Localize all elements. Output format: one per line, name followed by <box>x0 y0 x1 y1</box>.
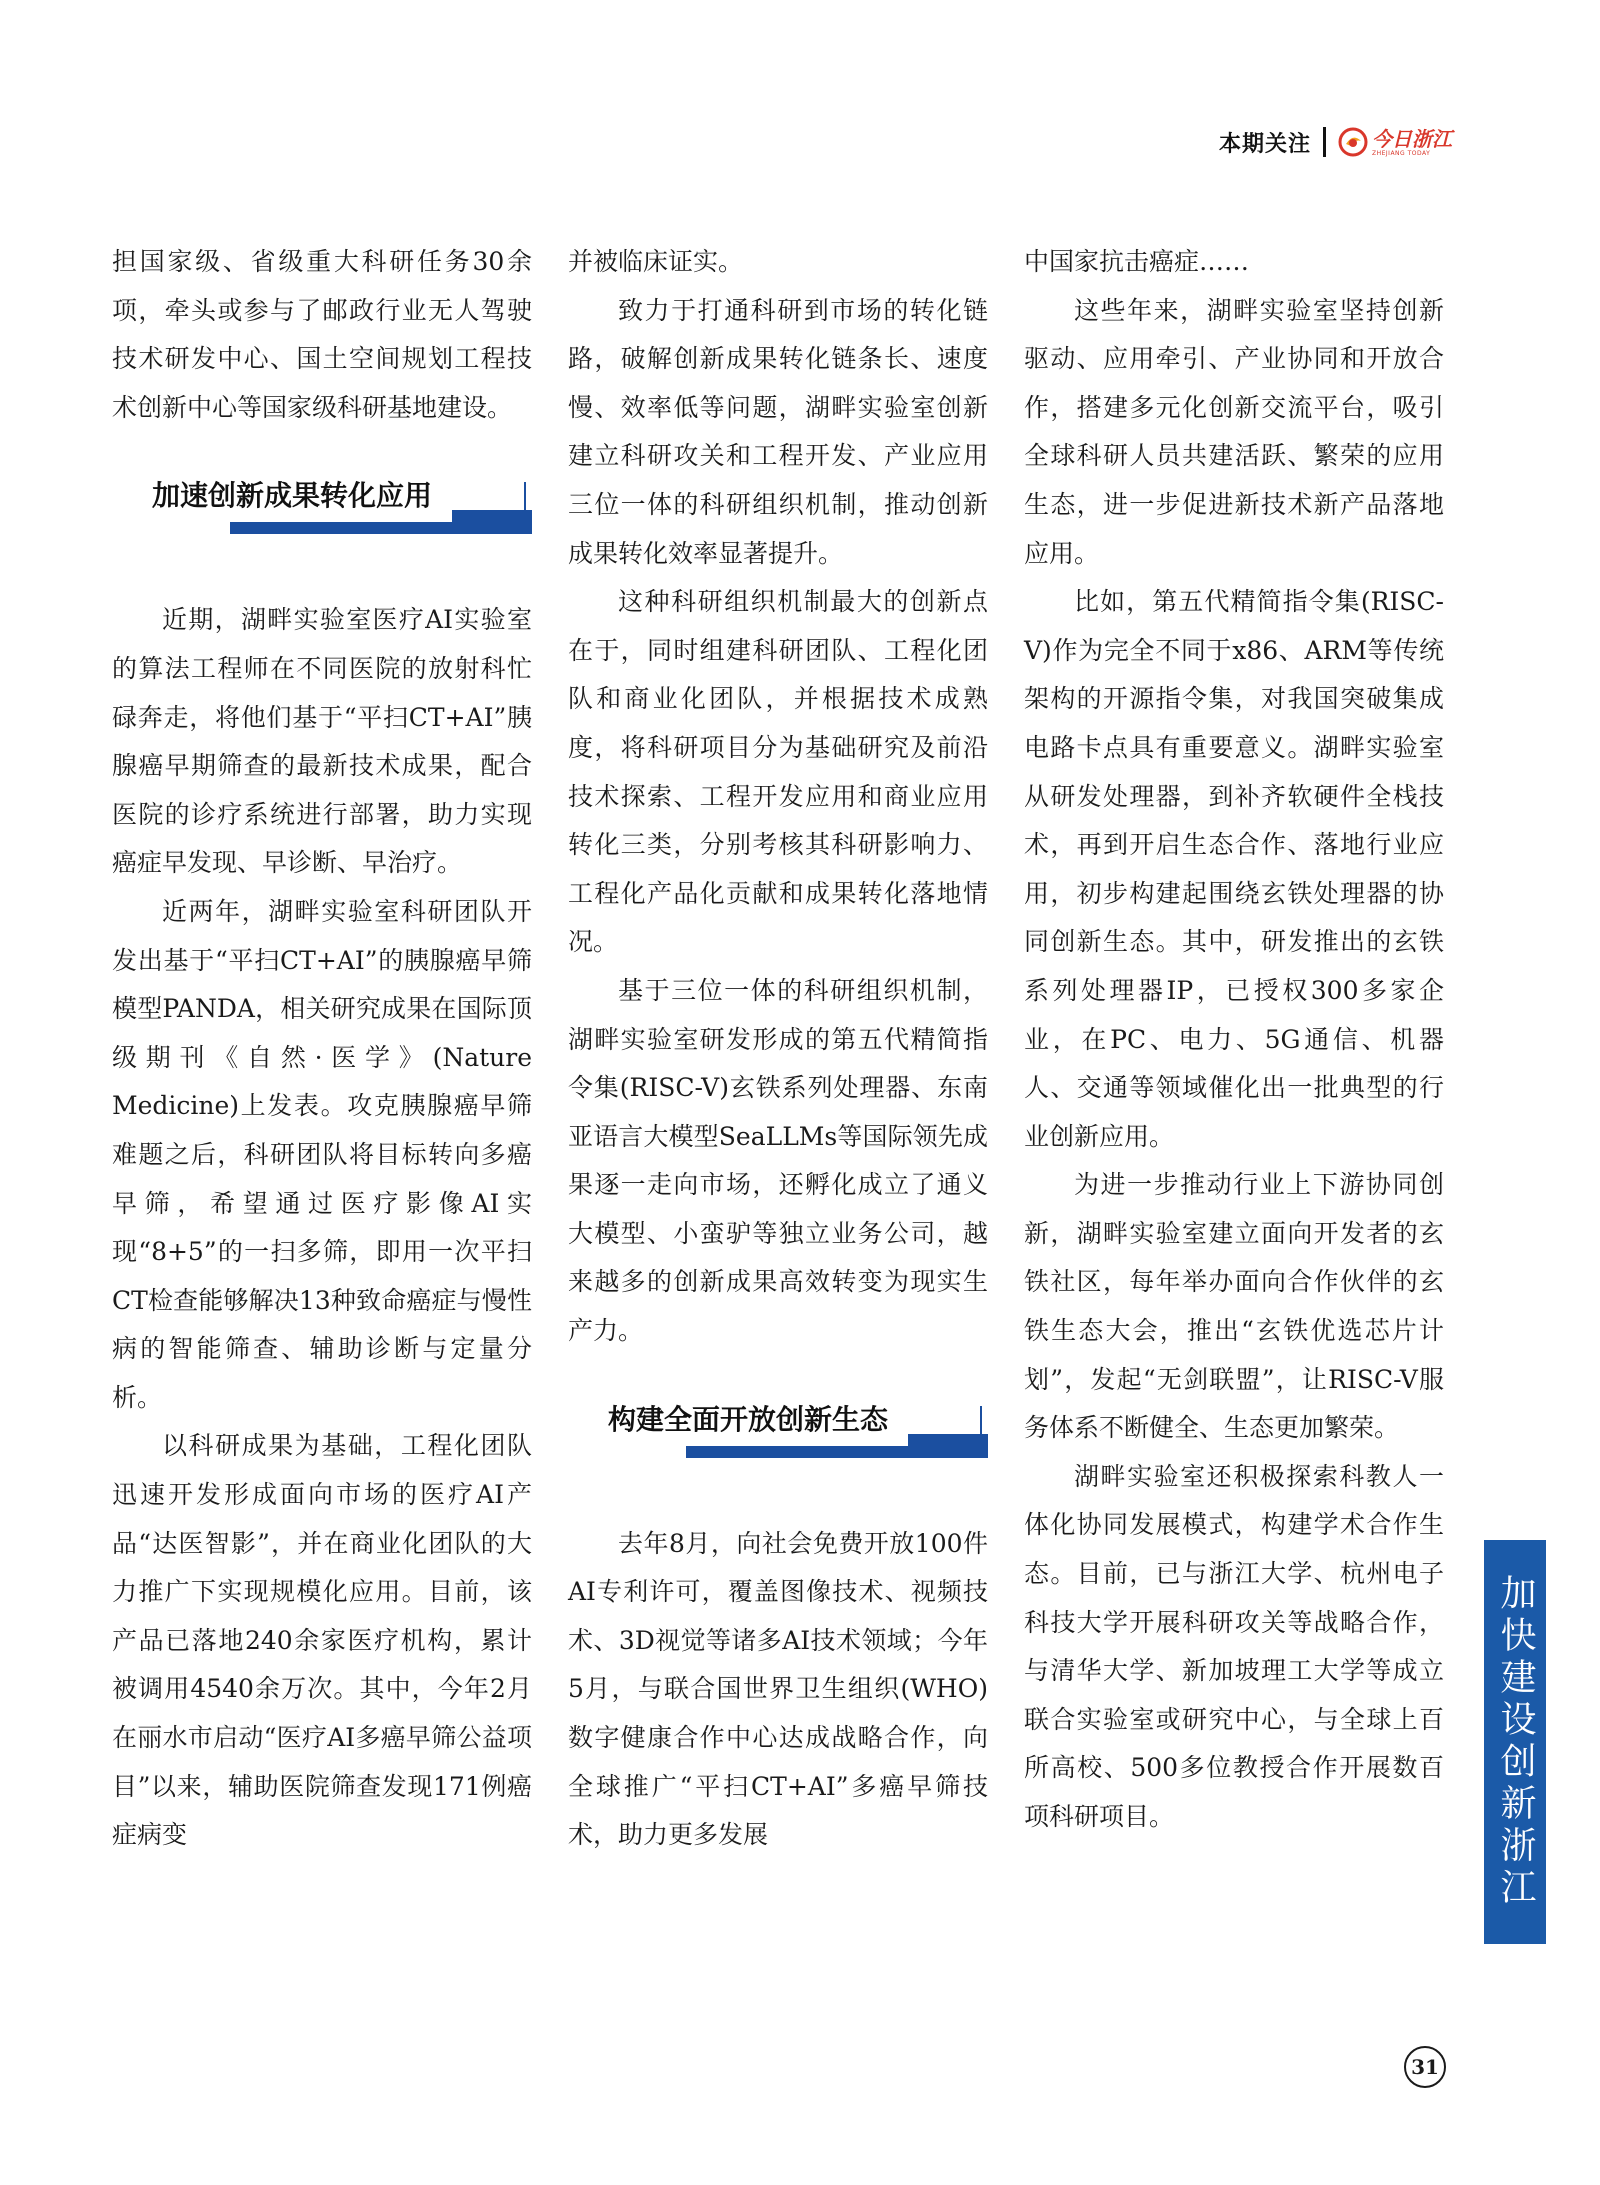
subheading-text: 构建全面开放创新生态 <box>608 1402 889 1436</box>
side-tab-text: 加快建设创新浙江 <box>1495 1574 1536 1910</box>
magazine-logo <box>1338 127 1452 157</box>
column-3 <box>1024 238 1444 1842</box>
subheading-line <box>524 482 526 514</box>
paragraph: 并被临床证实。 <box>568 247 744 276</box>
logo-sub-text: ZHEJIANG TODAY <box>1372 149 1431 157</box>
subheading-box <box>608 1390 908 1446</box>
column-2 <box>568 238 988 1860</box>
page-header <box>1219 118 1452 166</box>
paragraph: 致力于打通科研到市场的转化链路，破解创新成果转化链条长、速度慢、效率低等问题，湖畔实验室创新建立科研攻关和工程开发、产业应用三位一体的科研组织机制，推动创新成果转化效率显著提升。 <box>568 295 988 568</box>
paragraph: 基于三位一体的科研组织机制，湖畔实验室研发形成的第五代精简指令集(RISC-V)玄铁系列处理器、东南亚语言大模型SeaLLMs等国际领先成果逐一走向市场，还孵化成立了通义大模型、小蛮驴等独立业务公司，越来越多的创新成果高效转变为现实生产力。 <box>568 975 988 1346</box>
paragraph: 比如，第五代精简指令集(RISC-V)作为完全不同于x86、ARM等传统架构的开源指令集，对我国突破集成电路卡点具有重要意义。湖畔实验室从研发处理器，到补齐软硬件全栈技术，再到开启生态合作、落地行业应用，初步构建起围绕玄铁处理器的协同创新生态。其中，研发推出的玄铁系列处理器IP，已授权300多家企业，在PC、电力、5G通信、机器人、交通等领域催化出一批典型的行业创新应用。 <box>1024 587 1444 1151</box>
column-1 <box>112 238 532 1860</box>
subheading-ecosystem <box>568 1390 988 1474</box>
subheading-line <box>980 1406 982 1438</box>
paragraph: 近两年，湖畔实验室科研团队开发出基于“平扫CT+AI”的胰腺癌早筛模型PANDA，相关研究成果在国际顶级期刊《自然·医学》(Nature Medicine)上发表。攻克胰腺癌早筛难题之后，科研团队将目标转向多癌早筛，希望通过医疗影像AI实现“8+5”的一扫多筛，即用一次平扫CT检查能够解决13种致命癌症与慢性病的智能筛查、辅助诊断与定量分析。 <box>112 896 532 1412</box>
paragraph: 以科研成果为基础，工程化团队迅速开发形成面向市场的医疗AI产品“达医智影”，并在商业化团队的大力推广下实现规模化应用。目前，该产品已落地240余家医疗机构，累计被调用4540余万次。其中，今年2月在丽水市启动“医疗AI多癌早筛公益项目”以来，辅助医院筛查发现171例癌症病变 <box>112 1431 532 1850</box>
paragraph: 这种科研组织机制最大的创新点在于，同时组建科研团队、工程化团队和商业化团队，并根据技术成熟度，将科研项目分为基础研究及前沿技术探索、工程开发应用和商业应用转化三类，分别考核其科研影响力、工程化产品化贡献和成果转化落地情况。 <box>568 587 988 957</box>
subheading-box <box>152 466 452 522</box>
subheading-accelerate <box>112 466 532 550</box>
paragraph: 湖畔实验室还积极探索科教人一体化协同发展模式，构建学术合作生态。目前，已与浙江大学、杭州电子科技大学开展科研攻关等战略合作，与清华大学、新加坡理工大学等成立联合实验室或研究中心，与全球上百所高校、500多位教授合作开展数百项科研项目。 <box>1024 1461 1444 1831</box>
paragraph: 去年8月，向社会免费开放100件AI专利许可，覆盖图像技术、视频技术、3D视觉等诸多AI技术领域；今年5月，与联合国世界卫生组织(WHO)数字健康合作中心达成战略合作，向全球推广“平扫CT+AI”多癌早筛技术，助力更多发展 <box>568 1528 988 1850</box>
paragraph: 这些年来，湖畔实验室坚持创新驱动、应用牵引、产业协同和开放合作，搭建多元化创新交流平台，吸引全球科研人员共建活跃、繁荣的应用生态，进一步促进新技术新产品落地应用。 <box>1024 295 1444 568</box>
header-divider <box>1323 127 1326 157</box>
page-number: 31 <box>1404 2046 1446 2088</box>
subheading-text: 加速创新成果转化应用 <box>152 479 433 513</box>
section-label: 本期关注 <box>1218 131 1311 157</box>
paragraph: 为进一步推动行业上下游协同创新，湖畔实验室建立面向开发者的玄铁社区，每年举办面向合作伙伴的玄铁生态大会，推出“玄铁优选芯片计划”，发起“无剑联盟”，让RISC-V服务体系不断健全、生态更加繁荣。 <box>1024 1170 1444 1443</box>
paragraph: 担国家级、省级重大科研任务30余项，牵头或参与了邮政行业无人驾驶技术研发中心、国土空间规划工程技术创新中心等国家级科研基地建设。 <box>112 247 532 422</box>
logo-swirl-icon <box>1338 127 1368 157</box>
paragraph: 中国家抗击癌症…… <box>1024 247 1250 276</box>
logo-main-text: 今日浙江 <box>1372 126 1452 151</box>
paragraph: 近期，湖畔实验室医疗AI实验室的算法工程师在不同医院的放射科忙碌奔走，将他们基于“平扫CT+AI”胰腺癌早期筛查的最新技术成果，配合医院的诊疗系统进行部署，助力实现癌症早发现、早诊断、早治疗。 <box>112 605 532 878</box>
side-section-tab <box>1484 1540 1546 1944</box>
